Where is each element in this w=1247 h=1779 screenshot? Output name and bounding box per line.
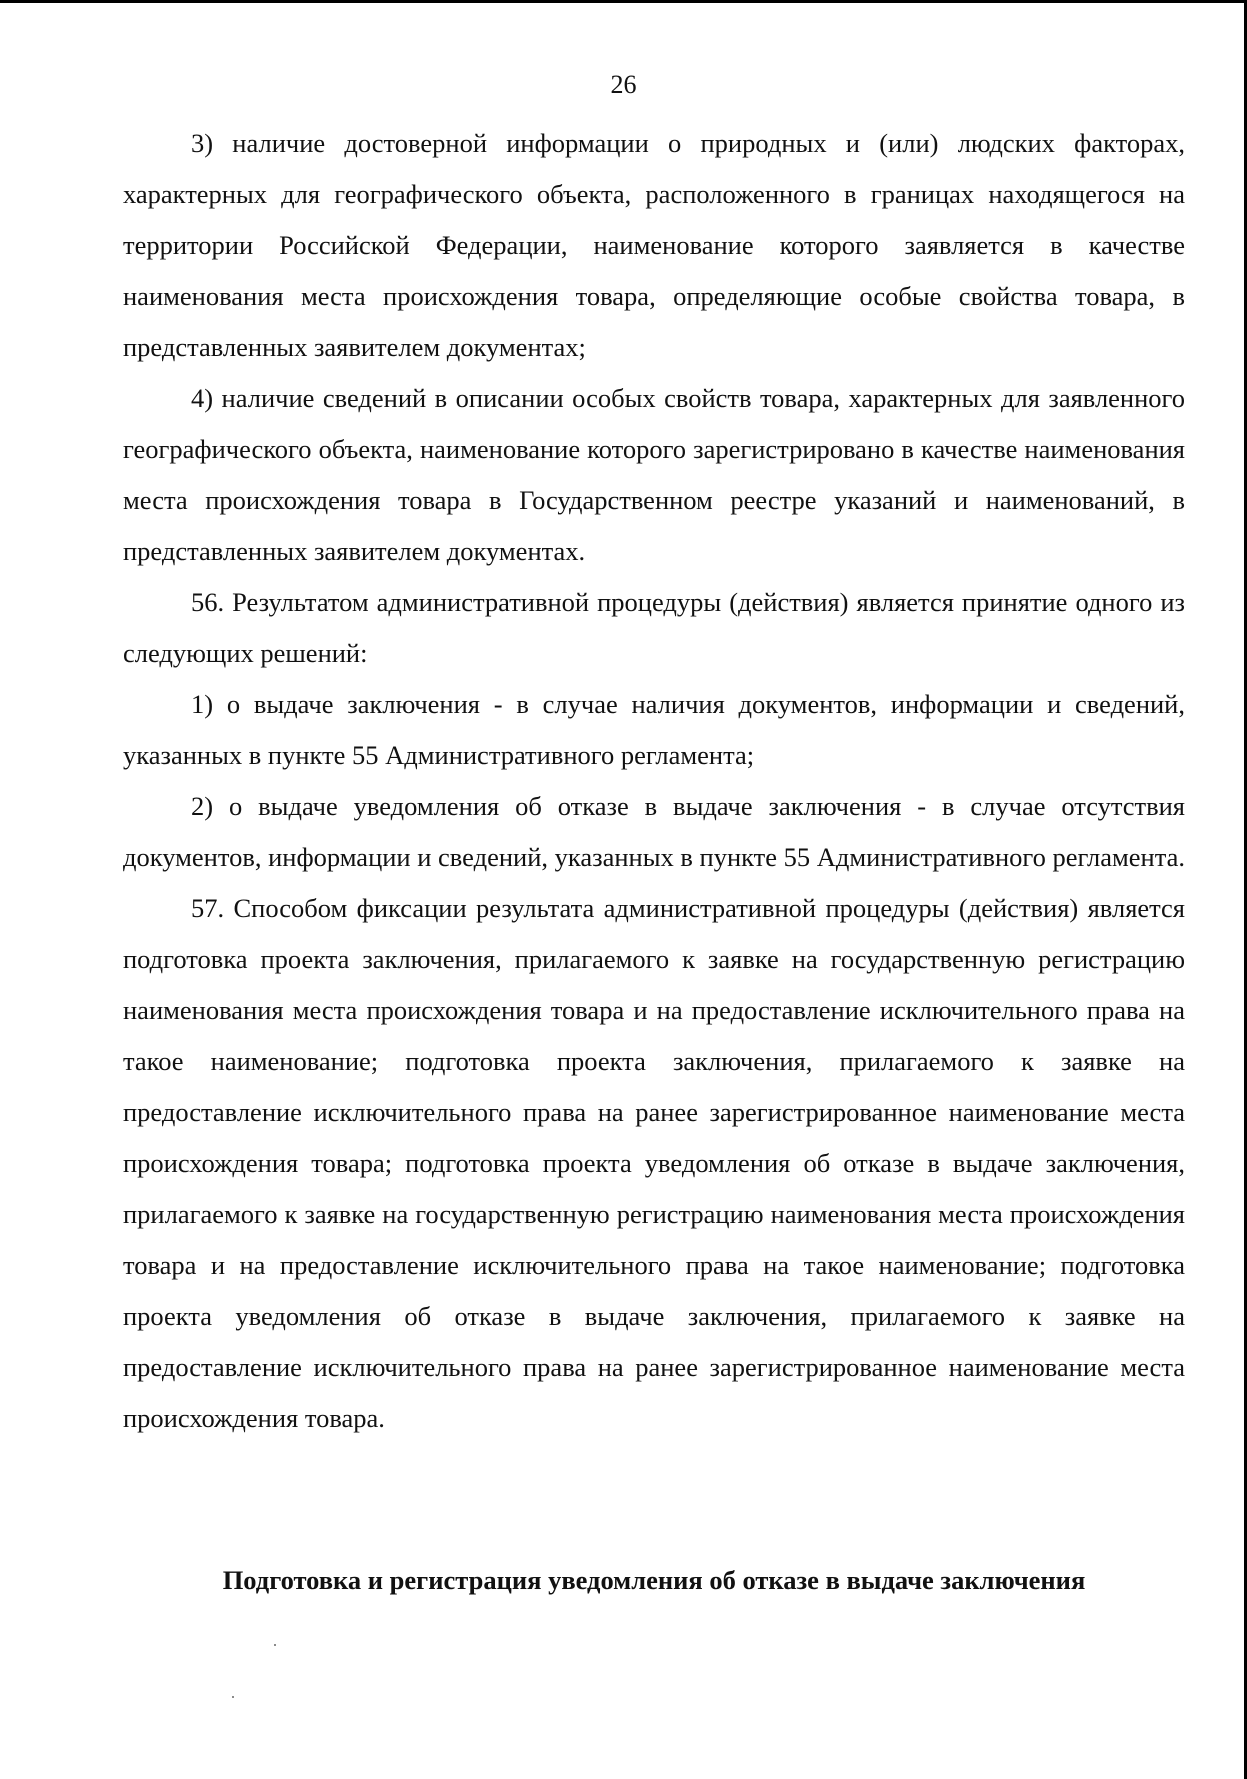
scan-speck (232, 1696, 234, 1698)
paragraph-57: 57. Способом фиксации результата административной процедуры (действия) является подготовка проекта заключения, прилагаемого к заявке на государственную регистрацию наименования места происхождения товара и на предоставление исключительного права на такое наименование; подготовка проекта заключения, прилагаемого к заявке на предоставление исключительного права на ранее зарегистрированное наименование места происхождения товара; подготовка проекта уведомления об отказе в выдаче заключения, прилагаемого к заявке на государственную регистрацию наименования места происхождения товара и на предоставление исключительного права на такое наименование; подготовка проекта уведомления об отказе в выдаче заключения, прилагаемого к заявке на предоставление исключительного права на ранее зарегистрированное наименование места происхождения товара. (123, 893, 1185, 1433)
document-body (123, 118, 1185, 1444)
paragraph-56-item-2: 2) о выдаче уведомления об отказе в выдаче заключения - в случае отсутствия документов, информации и сведений, указанных в пункте 55 Административного регламента. (123, 791, 1185, 872)
paragraph-56-item-1: 1) о выдаче заключения - в случае наличия документов, информации и сведений, указанных в пункте 55 Административного регламента; (123, 689, 1185, 770)
section-heading: Подготовка и регистрация уведомления об отказе в выдаче заключения (222, 1565, 1086, 1595)
scan-border-top (0, 0, 1247, 3)
paragraph-item-3: 3) наличие достоверной информации о природных и (или) людских факторах, характерных для географического объекта, расположенного в границах находящегося на территории Российской Федерации, наименование которого заявляется в качестве наименования места происхождения товара, определяющие особые свойства товара, в представленных заявителем документах; (123, 128, 1185, 362)
paragraph-item-4: 4) наличие сведений в описании особых свойств товара, характерных для заявленного географического объекта, наименование которого зарегистрировано в качестве наименования места происхождения товара в Государственном реестре указаний и наименований, в представленных заявителем документах. (123, 383, 1185, 566)
scan-speck (274, 1644, 276, 1646)
page-number: 26 (610, 70, 637, 99)
paragraph-56: 56. Результатом административной процедуры (действия) является принятие одного из следующих решений: (123, 587, 1185, 668)
